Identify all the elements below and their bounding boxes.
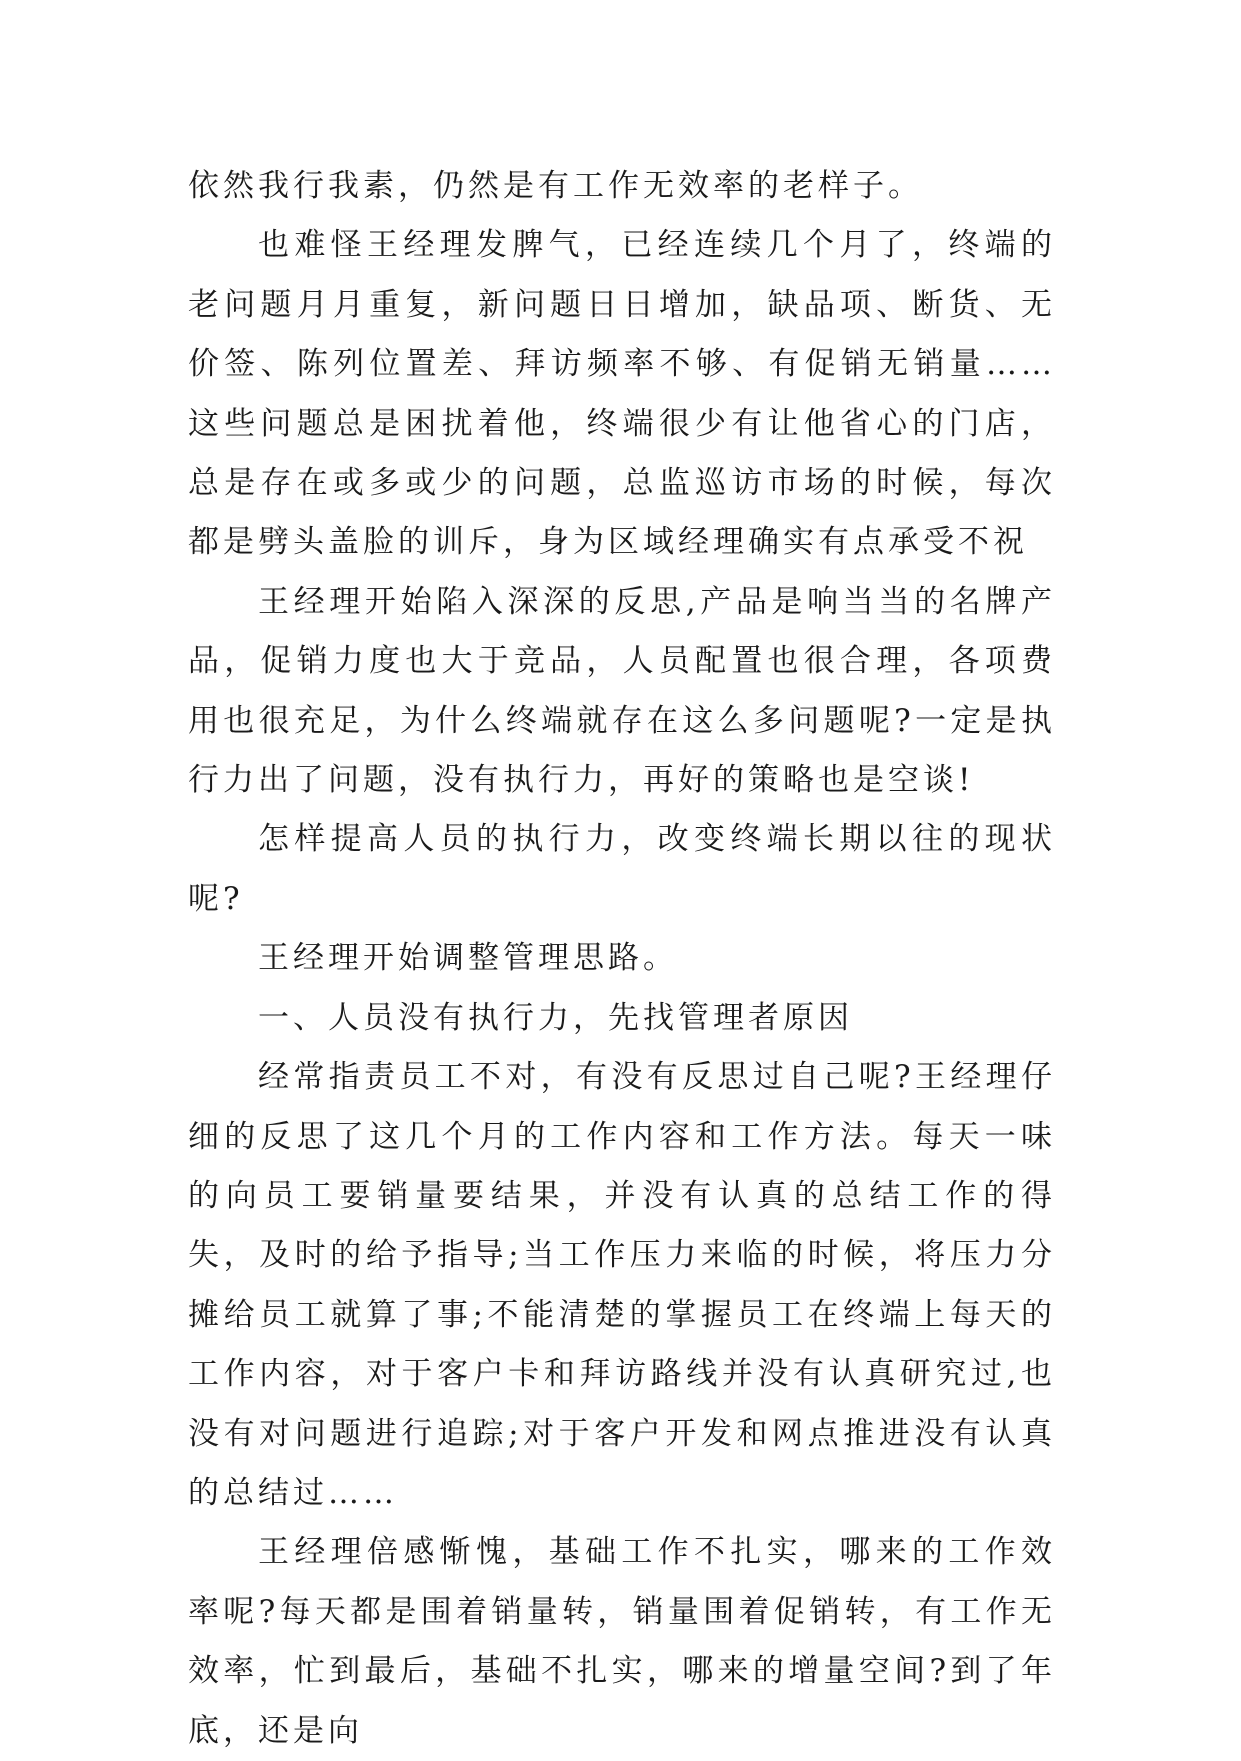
paragraph-5: 王经理开始调整管理思路。 xyxy=(258,940,678,977)
paragraph-7: 经常指责员工不对，有没有反思过自己呢?王经理仔细的反思了这几个月的工作内容和工作方法。每天一味的向员工要销量要结果，并没有认真的总结工作的得失，及时的给予指导;当工作压力来临的时候，将压力分摊给员工就算了事;不能清楚的掌握员工在终端上每天的工作内容，对于客户卡和拜访路线并没有认真研究过,也没有对问题进行追踪;对于客户开发和网点推进没有认真的总结过…… xyxy=(188,1059,1056,1511)
paragraph-8: 王经理倍感惭愧，基础工作不扎实，哪来的工作效率呢?每天都是围着销量转，销量围着促销转，有工作无效率，忙到最后，基础不扎实，哪来的增量空间?到了年底，还是向 xyxy=(188,1534,1056,1749)
body-text xyxy=(188,157,1056,1761)
paragraph-2: 也难怪王经理发脾气，已经连续几个月了，终端的老问题月月重复，新问题日日增加，缺品项、断货、无价签、陈列位置差、拜访频率不够、有促销无销量……这些问题总是困扰着他，终端很少有让他省心的门店，总是存在或多或少的问题，总监巡访市场的时候，每次都是劈头盖脸的训斥，身为区域经理确实有点承受不祝 xyxy=(188,227,1056,561)
section-heading: 一、人员没有执行力，先找管理者原因 xyxy=(258,999,853,1036)
paragraph-4: 怎样提高人员的执行力，改变终端长期以往的现状呢? xyxy=(188,821,1056,917)
paragraph-1: 依然我行我素，仍然是有工作无效率的老样子。 xyxy=(188,168,923,204)
paragraph-3: 王经理开始陷入深深的反思,产品是响当当的名牌产品，促销力度也大于竞品，人员配置也很合理，各项费用也很充足，为什么终端就存在这么多问题呢?一定是执行力出了问题，没有执行力，再好的策略也是空谈! xyxy=(188,583,1056,799)
